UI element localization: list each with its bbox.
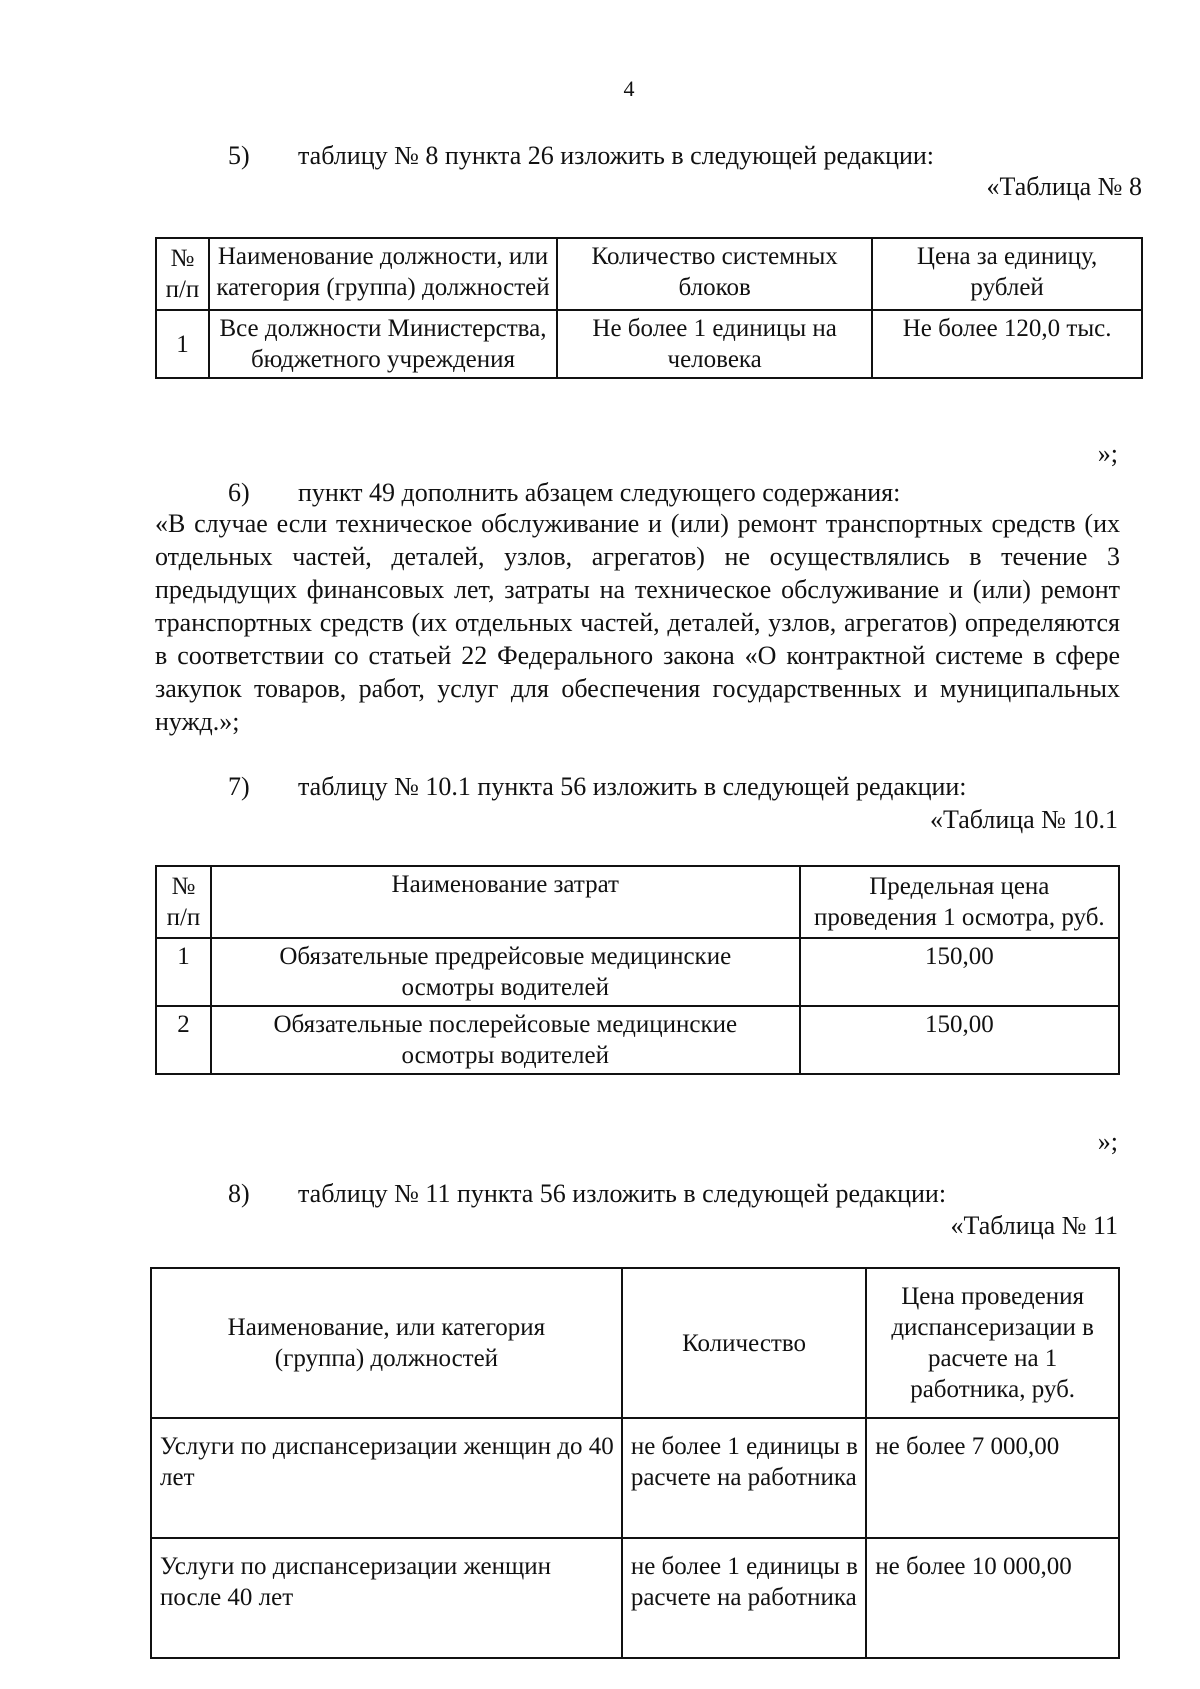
table-8 [155,237,1143,379]
item-7-heading [228,771,967,803]
table-8-label: «Таблица № 8 [986,172,1142,201]
table-cell: Все должности Министерства, бюджетного учреждения [209,310,557,378]
item-7-number: 7) [228,772,250,801]
table-cell: не более 7 000,00 [866,1418,1119,1538]
table-header-cell: Наименование должности, или категория (группа) должностей [209,238,557,310]
table-header-cell: Количество [622,1268,866,1418]
table-cell: 1 [156,938,211,1006]
table-header-cell: № п/п [156,866,211,938]
table-cell: 150,00 [800,1006,1119,1074]
table-cell: Услуги по диспансеризации женщин после 40 лет [151,1538,622,1658]
table-header-cell: Наименование, или категория (группа) должностей [151,1268,622,1418]
item-8-heading [228,1178,946,1210]
item-8-number: 8) [228,1179,250,1208]
table-cell: не более 10 000,00 [866,1538,1119,1658]
item-5-heading [228,140,934,172]
table-row [156,1006,1119,1074]
item-5-text: таблицу № 8 пункта 26 изложить в следующей редакции: [298,141,935,170]
table-cell: не более 1 единицы в расчете на работника [622,1538,866,1658]
table-row [156,866,1119,938]
table-11-label: «Таблица № 11 [950,1211,1118,1240]
table-row [156,310,1142,378]
table-cell: Обязательные предрейсовые медицинские осмотры водителей [211,938,800,1006]
table-cell: Не более 120,0 тыс. [872,310,1142,378]
table-row [151,1268,1119,1418]
page-number: 4 [623,76,635,101]
table-cell: Обязательные послерейсовые медицинские осмотры водителей [211,1006,800,1074]
table-header-cell: Цена проведения диспансеризации в расчете на 1 работника, руб. [866,1268,1119,1418]
table-row [156,938,1119,1006]
item-5-number: 5) [228,141,250,170]
table-row [151,1418,1119,1538]
item-6-heading [228,477,900,509]
table-cell: 150,00 [800,938,1119,1006]
table-header-cell: Предельная цена проведения 1 осмотра, руб. [800,866,1119,938]
table-10-1-closing: »; [1097,1127,1118,1156]
item-7-text: таблицу № 10.1 пункта 56 изложить в следующей редакции: [298,772,967,801]
table-cell: Не более 1 единицы на человека [557,310,872,378]
item-8-text: таблицу № 11 пункта 56 изложить в следующей редакции: [298,1179,947,1208]
table-row [151,1538,1119,1658]
table-11 [150,1267,1120,1659]
table-cell: 2 [156,1006,211,1074]
item-6-number: 6) [228,478,250,507]
table-cell: Услуги по диспансеризации женщин до 40 лет [151,1418,622,1538]
item-6-paragraph: «В случае если техническое обслуживание и (или) ремонт транспортных средств (их отдельных частей, деталей, узлов, агрегатов) не осуществлялись в течение 3 предыдущих финансовых лет, затраты на техническое обслуживание и (или) ремонт транспортных средств (их отдельных частей, деталей, узлов, агрегатов) определяются в соответствии со статьей 22 Федерального закона «О контрактной системе в сфере закупок товаров, работ, услуг для обеспечения государственных и муниципальных нужд.»; [155,509,1120,736]
table-header-cell: Наименование затрат [211,866,800,938]
table-cell: не более 1 единицы в расчете на работника [622,1418,866,1538]
table-header-cell: Цена за единицу, рублей [872,238,1142,310]
table-10-1 [155,865,1120,1075]
item-6-text: пункт 49 дополнить абзацем следующего содержания: [298,478,901,507]
table-8-closing: »; [1097,439,1118,468]
table-cell: 1 [156,310,209,378]
table-header-cell: Количество системных блоков [557,238,872,310]
table-row [156,238,1142,310]
table-10-1-label: «Таблица № 10.1 [929,805,1118,834]
table-header-cell: № п/п [156,238,209,310]
